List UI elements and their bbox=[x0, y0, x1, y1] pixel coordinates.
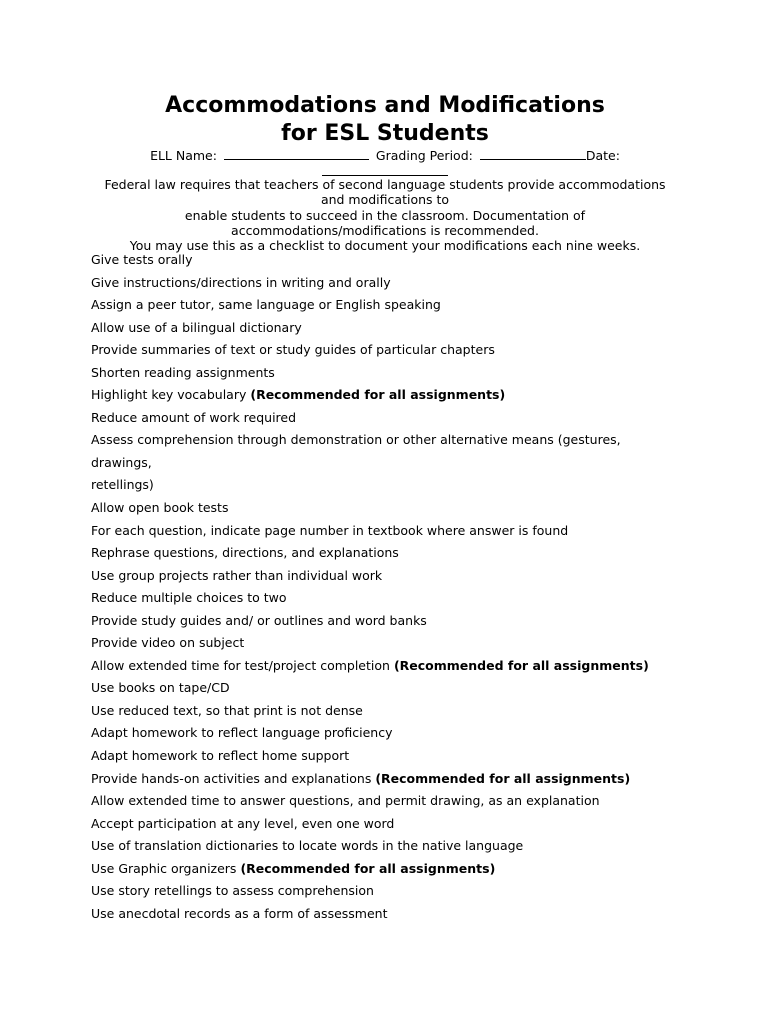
checklist-item: Allow open book tests bbox=[91, 500, 229, 516]
date-label: Date: bbox=[585, 148, 620, 163]
ell-name-field bbox=[224, 147, 369, 160]
intro-line-5: You may use this as a checklist to document your modifications each nine weeks. bbox=[129, 238, 641, 253]
grading-period-label: Grading Period: bbox=[375, 148, 473, 163]
intro-line-2: and modifications to bbox=[320, 192, 450, 207]
student-info-line bbox=[0, 147, 770, 164]
checklist-item: Shorten reading assignments bbox=[91, 364, 275, 380]
intro-line-1: Federal law requires that teachers of second language students provide accommodations bbox=[104, 177, 666, 192]
checklist-item: Allow extended time to answer questions, and permit drawing, as an explanation bbox=[91, 793, 600, 809]
checklist-item: Give instructions/directions in writing and orally bbox=[91, 274, 391, 290]
recommended-note: (Recommended for all assignments) bbox=[393, 657, 649, 673]
ell-name-label: ELL Name: bbox=[150, 148, 217, 163]
checklist-item: Use Graphic organizers (Recommended for all assignments) bbox=[91, 860, 496, 876]
checklist-item: Provide study guides and/ or outlines and word banks bbox=[91, 612, 427, 628]
checklist-item: Reduce multiple choices to two bbox=[91, 590, 287, 606]
checklist-item: Allow extended time for test/project completion (Recommended for all assignments) bbox=[91, 657, 649, 673]
checklist-item: Reduce amount of work required bbox=[91, 409, 297, 425]
checklist-item: Adapt homework to reflect language proficiency bbox=[91, 725, 393, 741]
accommodations-checklist bbox=[91, 252, 731, 928]
checklist-item: Highlight key vocabulary (Recommended for all assignments) bbox=[91, 387, 506, 403]
checklist-item: retellings) bbox=[91, 477, 154, 493]
checklist-item: Use anecdotal records as a form of assessment bbox=[91, 905, 388, 921]
checklist-item: Use group projects rather than individual work bbox=[91, 567, 383, 583]
date-field bbox=[322, 163, 448, 176]
checklist-item: Assess comprehension through demonstration or other alternative means (gestures, bbox=[91, 432, 621, 448]
checklist-item: Adapt homework to reflect home support bbox=[91, 748, 350, 764]
document-title-line-2: for ESL Students bbox=[281, 121, 489, 146]
recommended-note: (Recommended for all assignments) bbox=[375, 770, 631, 786]
checklist-item: Use books on tape/CD bbox=[91, 680, 230, 696]
recommended-note: (Recommended for all assignments) bbox=[250, 387, 506, 403]
checklist-item: Rephrase questions, directions, and explanations bbox=[91, 545, 399, 561]
intro-line-3: enable students to succeed in the classroom. Documentation of bbox=[184, 208, 586, 223]
checklist-item: Provide hands-on activities and explanations (Recommended for all assignments) bbox=[91, 770, 631, 786]
checklist-item: Assign a peer tutor, same language or English speaking bbox=[91, 297, 441, 313]
checklist-item: Use reduced text, so that print is not dense bbox=[91, 702, 363, 718]
checklist-item: For each question, indicate page number in textbook where answer is found bbox=[91, 522, 569, 538]
checklist-item: Allow use of a bilingual dictionary bbox=[91, 319, 302, 335]
checklist-item: drawings, bbox=[91, 454, 152, 470]
document-title-line-1: Accommodations and Modifications bbox=[165, 93, 605, 118]
checklist-item: Use of translation dictionaries to locate words in the native language bbox=[91, 838, 524, 854]
checklist-item: Use story retellings to assess comprehension bbox=[91, 883, 374, 899]
intro-line-4: accommodations/modifications is recommended. bbox=[231, 223, 539, 238]
checklist-item: Accept participation at any level, even one word bbox=[91, 815, 395, 831]
grading-period-field bbox=[480, 147, 586, 160]
checklist-item: Provide video on subject bbox=[91, 635, 245, 651]
checklist-item: Provide summaries of text or study guides of particular chapters bbox=[91, 342, 495, 358]
recommended-note: (Recommended for all assignments) bbox=[240, 860, 496, 876]
checklist-item: Give tests orally bbox=[91, 252, 193, 267]
